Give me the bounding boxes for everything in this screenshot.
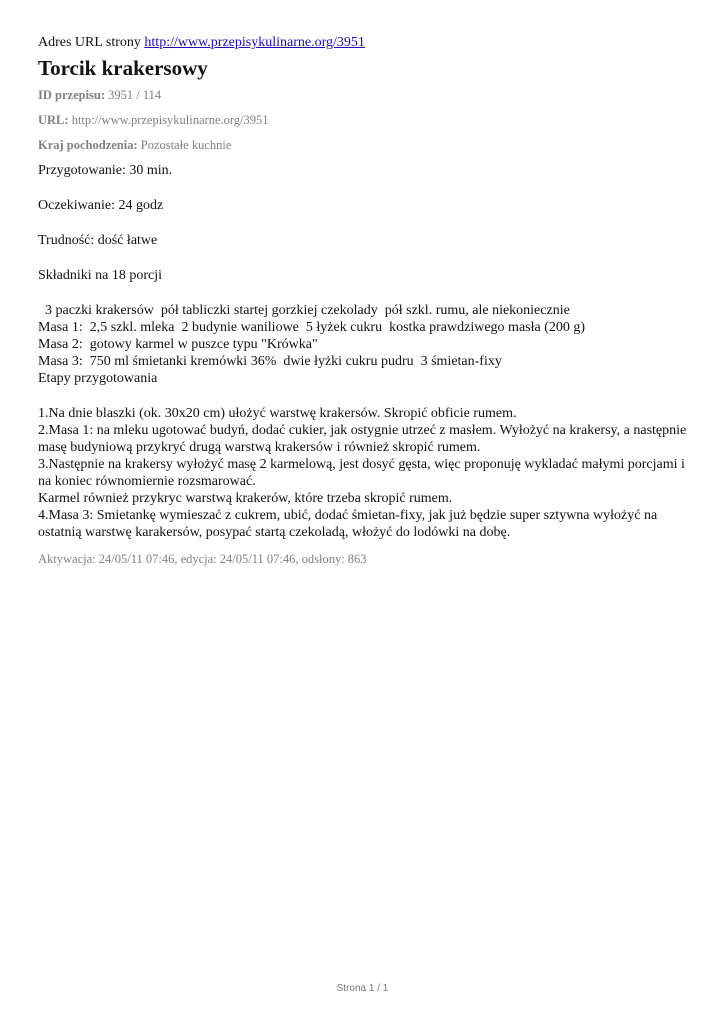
source-url-link[interactable]: http://www.przepisykulinarne.org/3951 <box>144 35 365 50</box>
source-url-line <box>38 34 698 52</box>
steps-heading: Etapy przygotowania <box>38 371 158 386</box>
servings: Składniki na 18 porcji <box>38 268 163 283</box>
activation-info: Aktywacja: 24/05/11 07:46, edycja: 24/05/11 07:46, odsłony: 863 <box>38 552 367 566</box>
recipe-url-value: http://www.przepisykulinarne.org/3951 <box>71 113 269 127</box>
ingredients-line: Masa 3: 750 ml śmietanki kremówki 36% dwie łyżki cukru pudru 3 śmietan-fixy <box>38 354 502 369</box>
ingredients-line: Masa 1: 2,5 szkl. mleka 2 budynie waniliowe 5 łyżek cukru kostka prawdziwego masła (200 g) <box>38 320 586 335</box>
preparation-steps <box>38 405 698 541</box>
step-paragraph: Karmel również przykryc warstwą krakerów, które trzeba skropić rumem. <box>38 491 453 506</box>
recipe-url-line <box>38 112 698 128</box>
recipe-title: Torcik krakersowy <box>38 56 208 80</box>
preparation-time: Przygotowanie: 30 min. <box>38 163 173 178</box>
page-number: Strona 1 / 1 <box>336 983 389 994</box>
recipe-id-line <box>38 87 698 103</box>
step-paragraph: 3.Następnie na krakersy wyłożyć masę 2 karmelową, jest dosyć gęsta, więc proponuję wykladać małymi porcjami i na koniec równomiernie rozsmarować. <box>38 457 685 489</box>
recipe-country-label: Kraj pochodzenia: <box>38 138 138 152</box>
step-paragraph: 4.Masa 3: Smietankę wymieszać z cukrem, ubić, dodać śmietan-fixy, jak już będzie super sztywna wyłożyć na ostatnią warstwę karakersów, posypać startą czekoladą, włożyć do lodówki na dobę. <box>38 508 658 540</box>
recipe-id-value: 3951 / 114 <box>108 88 162 102</box>
recipe-id-label: ID przepisu: <box>38 88 106 102</box>
ingredients-line: 3 paczki krakersów pół tabliczki startej gorzkiej czekolady pół szkl. rumu, ale niekoniecznie <box>38 303 570 318</box>
waiting-time: Oczekiwanie: 24 godz <box>38 198 164 213</box>
ingredients-line: Masa 2: gotowy karmel w puszce typu "Krówka" <box>38 337 318 352</box>
document-page <box>38 34 698 567</box>
difficulty: Trudność: dość łatwe <box>38 233 158 248</box>
recipe-url-label: URL: <box>38 113 69 127</box>
step-paragraph: 2.Masa 1: na mleku ugotować budyń, dodać cukier, jak ostygnie utrzeć z masłem. Wyłożyć na krakersy, a następnie masę budyniową przykryć drugą warstwą krakersów i również skropić rumem. <box>38 423 687 455</box>
recipe-country-line <box>38 137 698 153</box>
ingredients-list <box>38 302 698 387</box>
step-paragraph: 1.Na dnie blaszki (ok. 30x20 cm) ułożyć warstwę krakersów. Skropić obficie rumem. <box>38 406 517 421</box>
recipe-country-value: Pozostałe kuchnie <box>140 138 232 152</box>
source-url-label: Adres URL strony <box>38 35 141 50</box>
